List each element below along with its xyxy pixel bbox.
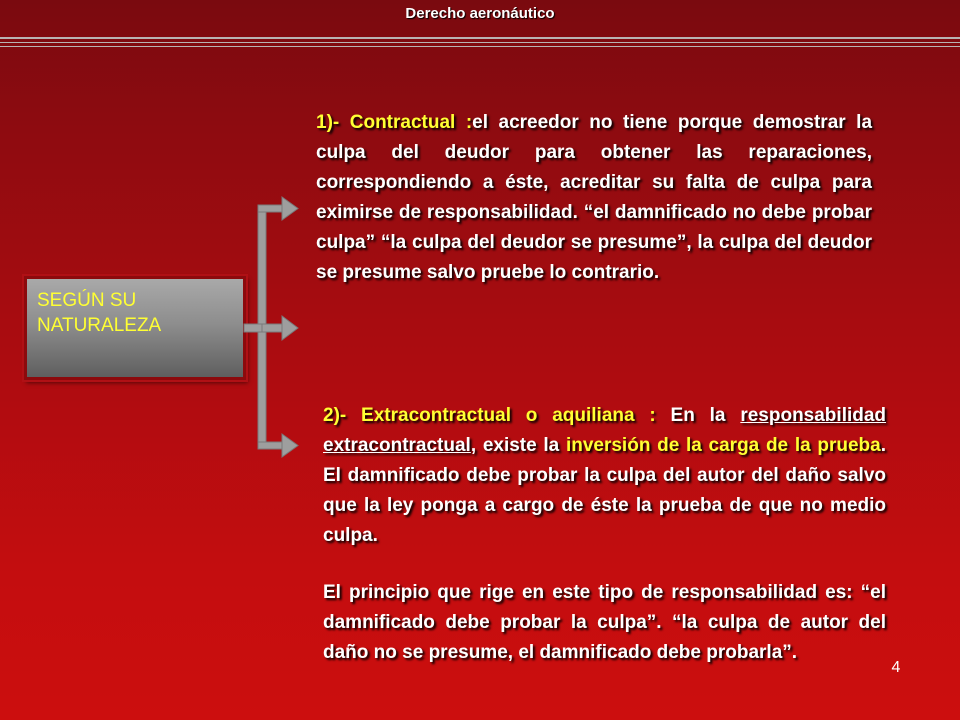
arrow-top-icon: [282, 197, 298, 220]
page-number: 4: [891, 659, 901, 676]
contractual-paragraph: [316, 108, 872, 288]
contractual-colon: :: [465, 112, 473, 133]
extracontractual-rest: . El damnificado debe probar la culpa del autor del daño salvo que la ley ponga a cargo de éste la prueba de que no medio culpa.: [323, 435, 886, 546]
extracontractual-heading: 2)- Extracontractual o aquiliana :: [323, 405, 656, 426]
contractual-term: Contractual: [349, 112, 456, 133]
slide-header-title: Derecho aeronáutico: [405, 5, 555, 22]
bracket-branch-middle: [262, 324, 284, 332]
extracontractual-underlined-term: responsabilidad extracontractual: [323, 405, 887, 456]
extracontractual-mid: , existe la: [470, 435, 560, 456]
arrow-bottom-icon: [282, 434, 298, 457]
category-label-line-1: SEGÚN SU: [37, 290, 137, 311]
category-label-line-2: NATURALEZA: [37, 315, 162, 336]
arrow-middle-icon: [282, 316, 298, 340]
extracontractual-highlight: inversión de la carga de la prueba: [565, 435, 881, 456]
principle-paragraph: El principio que rige en este tipo de responsabilidad es: “el damnificado debe probar la culpa”. “la culpa de autor del daño no se presume, el damnificado debe probarla”.: [323, 582, 886, 663]
extracontractual-intro: En la: [670, 405, 726, 426]
bracket-branch-bottom: [258, 442, 284, 449]
extracontractual-paragraph: [323, 401, 886, 551]
contractual-number: 1)-: [316, 112, 340, 133]
contractual-body: el acreedor no tiene porque demostrar la culpa del deudor para obtener las reparaciones, correspondiendo a éste, acreditar su falta de culpa para eximirse de responsabilidad. “el damnificado no debe probar culpa” “la culpa del deudor se presume”, la culpa del deudor se presume salvo pruebe lo contrario.: [316, 112, 873, 283]
bracket-branch-top: [258, 205, 284, 212]
